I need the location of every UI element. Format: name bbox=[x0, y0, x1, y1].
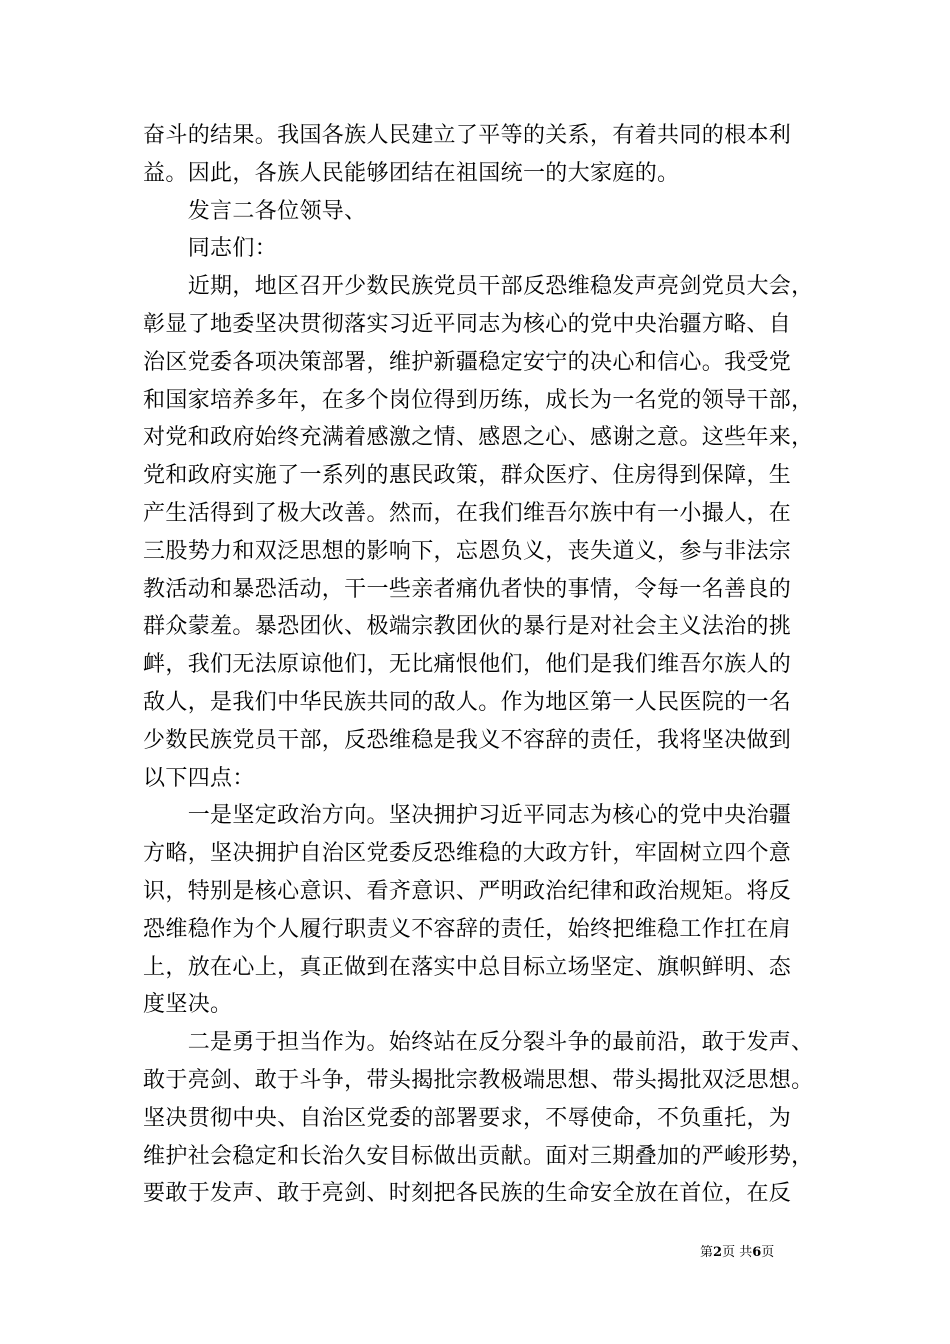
text-line: 对党和政府始终充满着感激之情、感恩之心、感谢之意。这些年来， bbox=[143, 425, 814, 451]
text-line: 维护社会稳定和长治久安目标做出贡献。面对三期叠加的严峻形势， bbox=[143, 1143, 814, 1169]
text-line: 教活动和暴恐活动，干一些亲者痛仇者快的事情，令每一名善良的 bbox=[143, 576, 792, 602]
text-line: 治区党委各项决策部署，维护新疆稳定安宁的决心和信心。我受党 bbox=[143, 349, 792, 375]
text-line: 少数民族党员干部，反恐维稳是我义不容辞的责任，我将坚决做到 bbox=[143, 727, 792, 753]
text-line: 彰显了地委坚决贯彻落实习近平同志为核心的党中央治疆方略、自 bbox=[143, 311, 792, 337]
text-line: 二是勇于担当作为。始终站在反分裂斗争的最前沿，敢于发声、 bbox=[143, 1030, 814, 1056]
text-line: 坚决贯彻中央、自治区党委的部署要求，不辱使命，不负重托，为 bbox=[143, 1105, 792, 1131]
text-line: 衅，我们无法原谅他们，无比痛恨他们，他们是我们维吾尔族人的 bbox=[143, 652, 792, 678]
page-label-suffix: 页 bbox=[761, 1245, 775, 1260]
text-line: 产生活得到了极大改善。然而，在我们维吾尔族中有一小撮人，在 bbox=[143, 500, 792, 526]
text-line: 和国家培养多年，在多个岗位得到历练，成长为一名党的领导干部， bbox=[143, 387, 814, 413]
page-footer bbox=[700, 1244, 820, 1262]
text-line: 敌人，是我们中华民族共同的敌人。作为地区第一人民医院的一名 bbox=[143, 689, 792, 715]
text-line: 近期，地区召开少数民族党员干部反恐维稳发声亮剑党员大会， bbox=[143, 274, 814, 300]
text-line: 度坚决。 bbox=[143, 992, 233, 1018]
text-line: 方略，坚决拥护自治区党委反恐维稳的大政方针，牢固树立四个意 bbox=[143, 841, 792, 867]
total-page-number: 6 bbox=[752, 1245, 762, 1260]
text-line: 要敢于发声、敢于亮剑、时刻把各民族的生命安全放在首位，在反 bbox=[143, 1181, 792, 1207]
text-line: 上，放在心上，真正做到在落实中总目标立场坚定、旗帜鲜明、态 bbox=[143, 954, 792, 980]
text-line: 益。因此，各族人民能够团结在祖国统一的大家庭的。 bbox=[143, 160, 680, 186]
body-text bbox=[143, 117, 814, 1213]
text-line: 群众蒙羞。暴恐团伙、极端宗教团伙的暴行是对社会主义法治的挑 bbox=[143, 614, 792, 640]
page-label-prefix: 第 bbox=[700, 1245, 714, 1260]
text-line: 党和政府实施了一系列的惠民政策，群众医疗、住房得到保障，生 bbox=[143, 463, 792, 489]
text-line: 同志们： bbox=[143, 236, 278, 262]
text-line: 三股势力和双泛思想的影响下，忘恩负义，丧失道义，参与非法宗 bbox=[143, 538, 792, 564]
current-page-number: 2 bbox=[713, 1245, 723, 1260]
page-label-middle: 页 共 bbox=[722, 1245, 753, 1260]
text-line: 敢于亮剑、敢于斗争，带头揭批宗教极端思想、带头揭批双泛思想。 bbox=[143, 1067, 814, 1093]
text-line: 一是坚定政治方向。坚决拥护习近平同志为核心的党中央治疆 bbox=[143, 803, 792, 829]
text-line: 恐维稳作为个人履行职责义不容辞的责任，始终把维稳工作扛在肩 bbox=[143, 916, 792, 942]
text-line: 奋斗的结果。我国各族人民建立了平等的关系，有着共同的根本利 bbox=[143, 123, 792, 148]
text-line: 发言二各位领导、 bbox=[143, 198, 367, 224]
text-line: 识，特别是核心意识、看齐意识、严明政治纪律和政治规矩。将反 bbox=[143, 878, 792, 904]
text-line: 以下四点： bbox=[143, 765, 255, 791]
